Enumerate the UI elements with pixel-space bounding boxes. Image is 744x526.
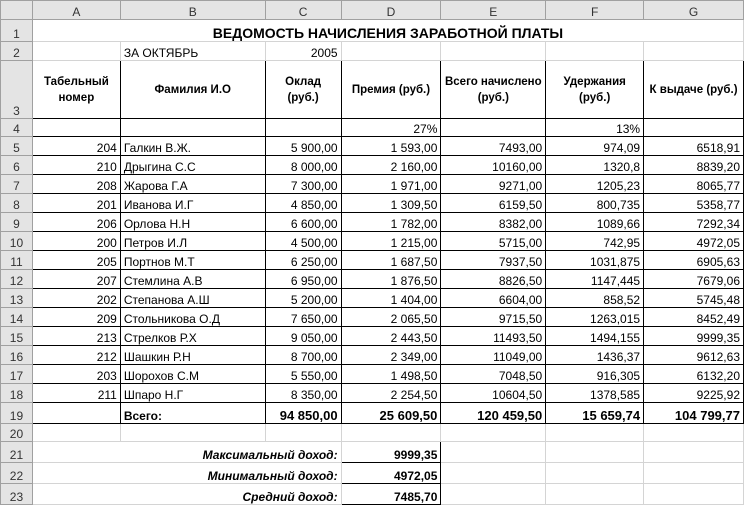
empty-cell[interactable] — [441, 463, 546, 484]
salary-value[interactable]: 8 350,00 — [265, 384, 341, 403]
row-header[interactable]: 11 — [1, 251, 33, 270]
bonus-value[interactable]: 1 876,50 — [341, 270, 441, 289]
empty-cell[interactable] — [546, 442, 644, 463]
bonus-value[interactable]: 1 782,00 — [341, 213, 441, 232]
stat-value[interactable]: 7485,70 — [341, 484, 441, 505]
deduct-value[interactable]: 1089,66 — [546, 213, 644, 232]
total-value[interactable]: 7493,00 — [441, 137, 546, 156]
tab-number[interactable]: 213 — [32, 327, 120, 346]
bonus-value[interactable]: 1 687,50 — [341, 251, 441, 270]
payout-value[interactable]: 6518,91 — [644, 137, 744, 156]
total-bonus[interactable]: 25 609,50 — [341, 403, 441, 424]
sheet-row — [1, 137, 744, 156]
bonus-value[interactable]: 1 404,00 — [341, 289, 441, 308]
sheet-row — [1, 289, 744, 308]
row-header[interactable]: 21 — [1, 442, 33, 463]
total-deduct[interactable]: 15 659,74 — [546, 403, 644, 424]
empty-cell[interactable] — [120, 119, 265, 137]
empty-cell[interactable] — [644, 484, 744, 505]
bonus-value[interactable]: 2 065,50 — [341, 308, 441, 327]
employee-name[interactable]: Портнов М.Т — [120, 251, 265, 270]
salary-value[interactable]: 5 200,00 — [265, 289, 341, 308]
total-value[interactable]: 5715,00 — [441, 232, 546, 251]
employee-name[interactable]: Шорохов С.М — [120, 365, 265, 384]
payout-value[interactable]: 6905,63 — [644, 251, 744, 270]
payout-value[interactable]: 4972,05 — [644, 232, 744, 251]
empty-cell[interactable] — [265, 424, 341, 442]
empty-cell[interactable] — [546, 42, 644, 61]
sheet-row — [1, 308, 744, 327]
row-header[interactable]: 10 — [1, 232, 33, 251]
salary-value[interactable]: 5 550,00 — [265, 365, 341, 384]
empty-cell[interactable] — [32, 403, 120, 424]
deduct-value[interactable]: 974,09 — [546, 137, 644, 156]
tab-number[interactable]: 210 — [32, 156, 120, 175]
deduct-value[interactable]: 1147,445 — [546, 270, 644, 289]
column-header-g[interactable]: G — [644, 1, 744, 20]
deduct-value[interactable]: 858,52 — [546, 289, 644, 308]
total-value[interactable]: 6159,50 — [441, 194, 546, 213]
employee-name[interactable]: Стольникова О.Д — [120, 308, 265, 327]
payout-value[interactable]: 7292,34 — [644, 213, 744, 232]
column-title-total[interactable]: Всего начислено (руб.) — [441, 61, 546, 119]
payout-value[interactable]: 5358,77 — [644, 194, 744, 213]
sheet-row — [1, 232, 744, 251]
tab-number[interactable]: 209 — [32, 308, 120, 327]
row-header[interactable]: 20 — [1, 424, 33, 442]
sheet-row — [1, 194, 744, 213]
employee-name[interactable]: Степанова А.Ш — [120, 289, 265, 308]
column-title-bonus[interactable]: Премия (руб.) — [341, 61, 441, 119]
total-value[interactable]: 11049,00 — [441, 346, 546, 365]
empty-cell[interactable] — [265, 119, 341, 137]
sheet-row — [1, 42, 744, 61]
bonus-value[interactable]: 2 443,50 — [341, 327, 441, 346]
empty-cell[interactable] — [644, 42, 744, 61]
row-header[interactable]: 23 — [1, 484, 33, 505]
sheet-row — [1, 346, 744, 365]
bonus-value[interactable]: 2 349,00 — [341, 346, 441, 365]
row-header[interactable]: 5 — [1, 137, 33, 156]
stat-label[interactable]: Максимальный доход: — [32, 442, 341, 463]
empty-cell[interactable] — [32, 424, 120, 442]
sheet-row — [1, 175, 744, 194]
payout-value[interactable]: 5745,48 — [644, 289, 744, 308]
empty-cell[interactable] — [644, 119, 744, 137]
deduct-rate[interactable]: 13% — [546, 119, 644, 137]
salary-value[interactable]: 7 650,00 — [265, 308, 341, 327]
total-value[interactable]: 7937,50 — [441, 251, 546, 270]
stat-label[interactable]: Средний доход: — [32, 484, 341, 505]
sheet-row — [1, 442, 744, 463]
sheet-row — [1, 384, 744, 403]
sheet-row — [1, 463, 744, 484]
total-value[interactable]: 8826,50 — [441, 270, 546, 289]
row-header[interactable]: 12 — [1, 270, 33, 289]
sheet-row — [1, 270, 744, 289]
bonus-rate[interactable]: 27% — [341, 119, 441, 137]
tab-number[interactable]: 212 — [32, 346, 120, 365]
total-value[interactable]: 8382,00 — [441, 213, 546, 232]
row-header[interactable]: 6 — [1, 156, 33, 175]
salary-value[interactable]: 6 950,00 — [265, 270, 341, 289]
employee-name[interactable]: Петров И.Л — [120, 232, 265, 251]
total-value[interactable]: 10604,50 — [441, 384, 546, 403]
row-header[interactable]: 14 — [1, 308, 33, 327]
total-payout[interactable]: 104 799,77 — [644, 403, 744, 424]
row-header[interactable]: 16 — [1, 346, 33, 365]
total-value[interactable]: 9271,00 — [441, 175, 546, 194]
employee-name[interactable]: Галкин В.Ж. — [120, 137, 265, 156]
empty-cell[interactable] — [32, 119, 120, 137]
tab-number[interactable]: 202 — [32, 289, 120, 308]
employee-name[interactable]: Стемлина А.В — [120, 270, 265, 289]
employee-name[interactable]: Орлова Н.Н — [120, 213, 265, 232]
deduct-value[interactable]: 1436,37 — [546, 346, 644, 365]
salary-value[interactable]: 5 900,00 — [265, 137, 341, 156]
deduct-value[interactable]: 1320,8 — [546, 156, 644, 175]
column-title-tab_no[interactable]: Табельный номер — [32, 61, 120, 119]
tab-number[interactable]: 205 — [32, 251, 120, 270]
column-title-payout[interactable]: К выдаче (руб.) — [644, 61, 744, 119]
column-title-name[interactable]: Фамилия И.О — [120, 61, 265, 119]
row-header[interactable]: 7 — [1, 175, 33, 194]
sheet-row — [1, 424, 744, 442]
payout-value[interactable]: 8839,20 — [644, 156, 744, 175]
total-value[interactable]: 7048,50 — [441, 365, 546, 384]
deduct-value[interactable]: 1494,155 — [546, 327, 644, 346]
sheet-row — [1, 365, 744, 384]
salary-value[interactable]: 4 500,00 — [265, 232, 341, 251]
row-header[interactable]: 3 — [1, 61, 33, 119]
salary-value[interactable]: 7 300,00 — [265, 175, 341, 194]
employee-name[interactable]: Дрыгина С.С — [120, 156, 265, 175]
stat-label[interactable]: Минимальный доход: — [32, 463, 341, 484]
cell-a2[interactable] — [32, 42, 120, 61]
sheet-row — [1, 484, 744, 505]
bonus-value[interactable]: 1 971,00 — [341, 175, 441, 194]
empty-cell[interactable] — [341, 42, 441, 61]
bonus-value[interactable]: 1 593,00 — [341, 137, 441, 156]
salary-value[interactable]: 6 600,00 — [265, 213, 341, 232]
bonus-value[interactable]: 2 254,50 — [341, 384, 441, 403]
row-header[interactable]: 15 — [1, 327, 33, 346]
row-header[interactable]: 9 — [1, 213, 33, 232]
payout-value[interactable]: 6132,20 — [644, 365, 744, 384]
total-value[interactable]: 9715,50 — [441, 308, 546, 327]
empty-cell[interactable] — [644, 442, 744, 463]
row-header[interactable]: 22 — [1, 463, 33, 484]
row-header[interactable]: 13 — [1, 289, 33, 308]
payout-value[interactable]: 7679,06 — [644, 270, 744, 289]
employee-name[interactable]: Жарова Г.А — [120, 175, 265, 194]
row-header[interactable]: 17 — [1, 365, 33, 384]
deduct-value[interactable]: 1205,23 — [546, 175, 644, 194]
salary-value[interactable]: 8 000,00 — [265, 156, 341, 175]
empty-cell[interactable] — [644, 424, 744, 442]
sheet-row — [1, 327, 744, 346]
salary-value[interactable]: 4 850,00 — [265, 194, 341, 213]
empty-cell[interactable] — [441, 42, 546, 61]
row-header[interactable]: 2 — [1, 42, 33, 61]
row-header[interactable]: 18 — [1, 384, 33, 403]
tab-number[interactable]: 208 — [32, 175, 120, 194]
deduct-value[interactable]: 1031,875 — [546, 251, 644, 270]
salary-value[interactable]: 6 250,00 — [265, 251, 341, 270]
row-header[interactable]: 8 — [1, 194, 33, 213]
deduct-value[interactable]: 800,735 — [546, 194, 644, 213]
empty-cell[interactable] — [546, 463, 644, 484]
payout-value[interactable]: 9612,63 — [644, 346, 744, 365]
sheet-title[interactable]: ВЕДОМОСТЬ НАЧИСЛЕНИЯ ЗАРАБОТНОЙ ПЛАТЫ — [32, 20, 743, 42]
empty-cell[interactable] — [341, 424, 441, 442]
sheet-row — [1, 156, 744, 175]
empty-cell[interactable] — [120, 424, 265, 442]
period-label[interactable]: ЗА ОКТЯБРЬ — [120, 42, 265, 61]
column-header-d[interactable]: D — [341, 1, 441, 20]
bonus-value[interactable]: 2 160,00 — [341, 156, 441, 175]
column-title-deduct[interactable]: Удержания (руб.) — [546, 61, 644, 119]
bonus-value[interactable]: 1 309,50 — [341, 194, 441, 213]
sheet-row — [1, 20, 744, 42]
column-header-f[interactable]: F — [546, 1, 644, 20]
row-header[interactable]: 19 — [1, 403, 33, 424]
tab-number[interactable]: 206 — [32, 213, 120, 232]
total-total[interactable]: 120 459,50 — [441, 403, 546, 424]
total-salary[interactable]: 94 850,00 — [265, 403, 341, 424]
select-all-corner[interactable] — [1, 1, 33, 20]
empty-cell[interactable] — [441, 442, 546, 463]
column-title-salary[interactable]: Оклад (руб.) — [265, 61, 341, 119]
row-header[interactable]: 1 — [1, 20, 33, 42]
payout-value[interactable]: 9225,92 — [644, 384, 744, 403]
tab-number[interactable]: 203 — [32, 365, 120, 384]
employee-name[interactable]: Шпаро Н.Г — [120, 384, 265, 403]
tab-number[interactable]: 200 — [32, 232, 120, 251]
deduct-value[interactable]: 1263,015 — [546, 308, 644, 327]
employee-name[interactable]: Шашкин Р.Н — [120, 346, 265, 365]
sheet-row — [1, 119, 744, 137]
tab-number[interactable]: 207 — [32, 270, 120, 289]
stat-value[interactable]: 4972,05 — [341, 463, 441, 484]
empty-cell[interactable] — [441, 119, 546, 137]
empty-cell[interactable] — [546, 424, 644, 442]
column-header-c[interactable]: C — [265, 1, 341, 20]
payout-value[interactable]: 8452,49 — [644, 308, 744, 327]
sheet-row — [1, 251, 744, 270]
row-header[interactable]: 4 — [1, 119, 33, 137]
sheet-row — [1, 1, 744, 20]
payout-value[interactable]: 9999,35 — [644, 327, 744, 346]
sheet-row — [1, 213, 744, 232]
deduct-value[interactable]: 1378,585 — [546, 384, 644, 403]
empty-cell[interactable] — [441, 484, 546, 505]
column-header-e[interactable]: E — [441, 1, 546, 20]
sheet-row — [1, 61, 744, 119]
stat-value[interactable]: 9999,35 — [341, 442, 441, 463]
payout-value[interactable]: 8065,77 — [644, 175, 744, 194]
bonus-value[interactable]: 1 215,00 — [341, 232, 441, 251]
tab-number[interactable]: 201 — [32, 194, 120, 213]
deduct-value[interactable]: 742,95 — [546, 232, 644, 251]
salary-value[interactable]: 9 050,00 — [265, 327, 341, 346]
employee-name[interactable]: Иванова И.Г — [120, 194, 265, 213]
bonus-value[interactable]: 1 498,50 — [341, 365, 441, 384]
deduct-value[interactable]: 916,305 — [546, 365, 644, 384]
sheet-row — [1, 403, 744, 424]
total-value[interactable]: 6604,00 — [441, 289, 546, 308]
total-value[interactable]: 10160,00 — [441, 156, 546, 175]
empty-cell[interactable] — [644, 463, 744, 484]
totals-label[interactable]: Всего: — [120, 403, 265, 424]
salary-value[interactable]: 8 700,00 — [265, 346, 341, 365]
year-cell[interactable]: 2005 — [265, 42, 341, 61]
empty-cell[interactable] — [441, 424, 546, 442]
total-value[interactable]: 11493,50 — [441, 327, 546, 346]
tab-number[interactable]: 204 — [32, 137, 120, 156]
employee-name[interactable]: Стрелков Р.Х — [120, 327, 265, 346]
column-header-a[interactable]: A — [32, 1, 120, 20]
empty-cell[interactable] — [546, 484, 644, 505]
tab-number[interactable]: 211 — [32, 384, 120, 403]
column-header-b[interactable]: B — [120, 1, 265, 20]
